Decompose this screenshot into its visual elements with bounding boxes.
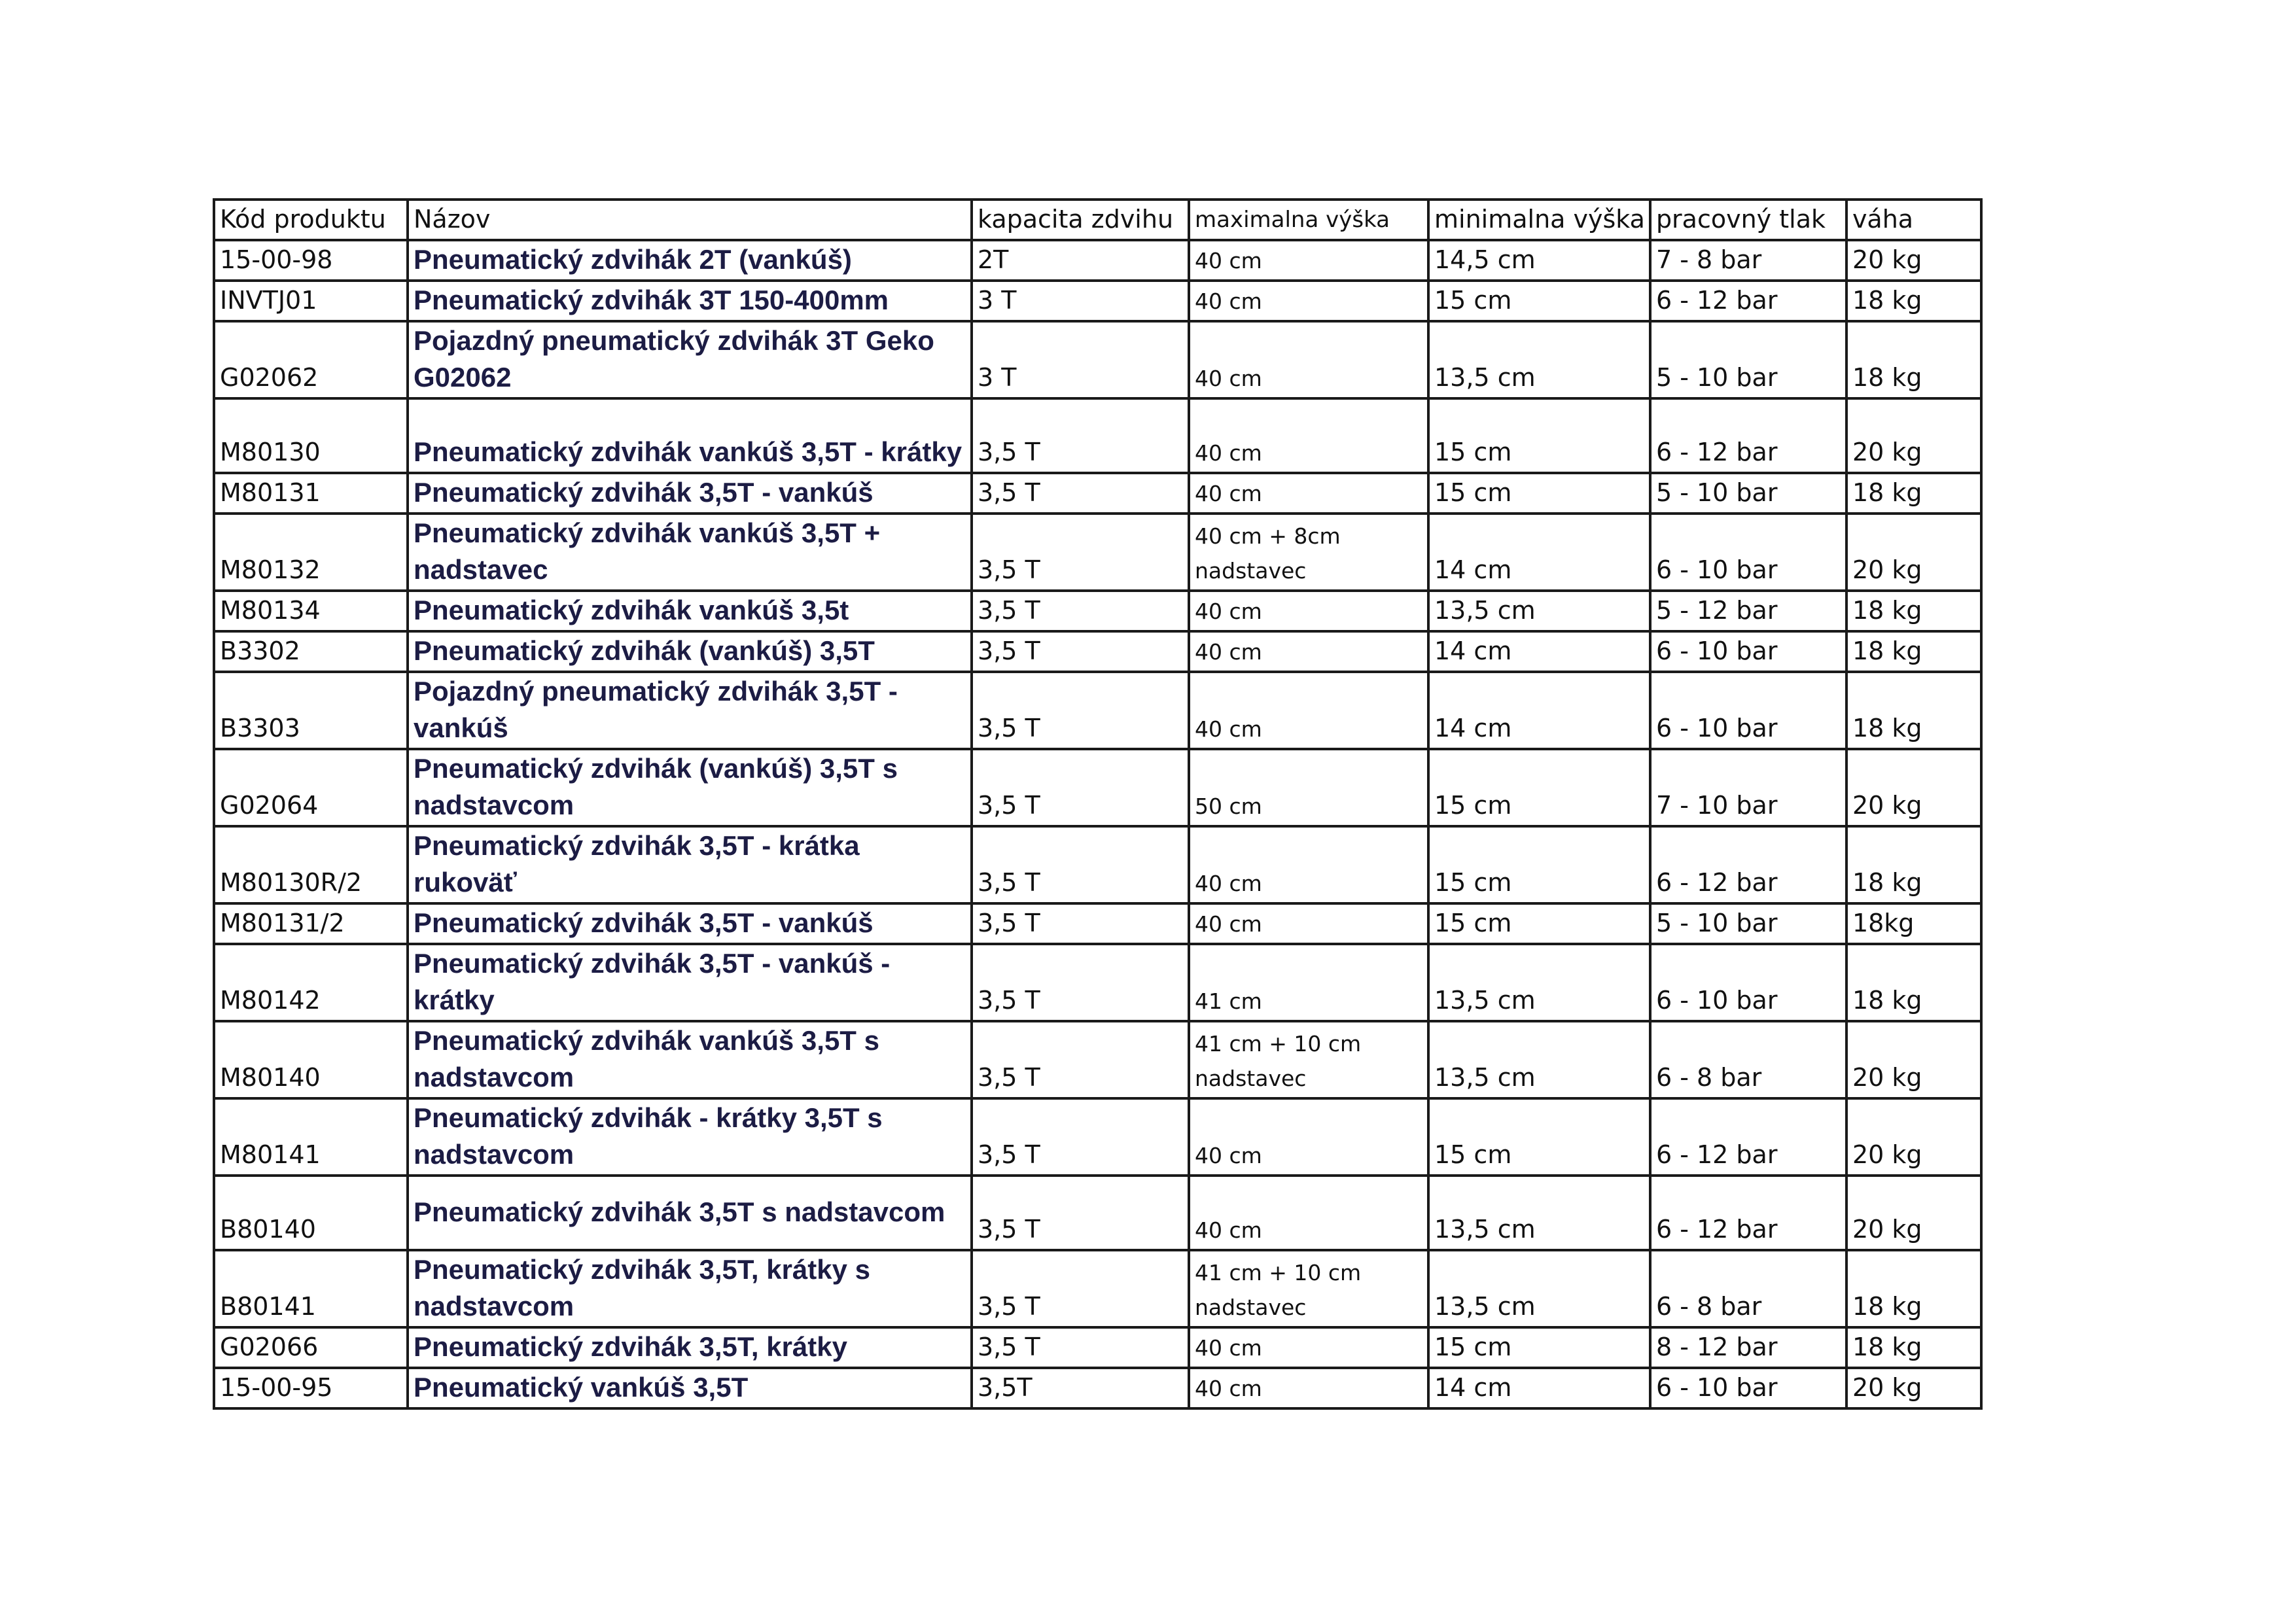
table-row [214,321,1981,398]
cell-weight: 18 kg [1846,591,1981,631]
cell-pressure: 6 - 10 bar [1650,1368,1846,1408]
cell-max-height: 41 cm + 10 cm nadstavec [1189,1250,1428,1327]
cell-name: Pneumatický zdvihák 3,5T, krátky s nadstavcom [408,1250,972,1327]
product-table [213,198,1983,1410]
cell-weight: 18 kg [1846,631,1981,672]
cell-capacity: 3,5 T [972,749,1189,826]
cell-min-height: 13,5 cm [1428,321,1650,398]
cell-name: Pojazdný pneumatický zdvihák 3,5T - vankúš [408,672,972,749]
cell-capacity: 3,5 T [972,1327,1189,1368]
header-name: Názov [408,200,972,240]
cell-capacity: 3,5 T [972,398,1189,473]
cell-name: Pneumatický zdvihák (vankúš) 3,5T [408,631,972,672]
cell-code: B3302 [214,631,408,672]
header-max-height: maximalna výška [1189,200,1428,240]
header-code: Kód produktu [214,200,408,240]
cell-min-height: 13,5 cm [1428,1250,1650,1327]
cell-capacity: 3,5 T [972,944,1189,1021]
cell-code: G02066 [214,1327,408,1368]
cell-capacity: 3,5T [972,1368,1189,1408]
table-row [214,1368,1981,1408]
cell-pressure: 6 - 10 bar [1650,672,1846,749]
cell-max-height: 40 cm [1189,826,1428,903]
cell-code: M80142 [214,944,408,1021]
cell-weight: 18 kg [1846,321,1981,398]
cell-name: Pneumatický zdvihák vankúš 3,5T + nadstavec [408,514,972,591]
cell-capacity: 2T [972,240,1189,281]
cell-code: M80130R/2 [214,826,408,903]
cell-max-height: 40 cm [1189,591,1428,631]
cell-min-height: 15 cm [1428,1098,1650,1176]
cell-pressure: 6 - 8 bar [1650,1250,1846,1327]
cell-pressure: 7 - 10 bar [1650,749,1846,826]
cell-pressure: 8 - 12 bar [1650,1327,1846,1368]
cell-weight: 20 kg [1846,514,1981,591]
cell-weight: 18 kg [1846,281,1981,321]
header-row [214,200,1981,240]
cell-max-height: 40 cm [1189,1176,1428,1250]
table-row [214,1021,1981,1098]
cell-name: Pneumatický zdvihák 2T (vankúš) [408,240,972,281]
cell-weight: 18 kg [1846,672,1981,749]
cell-code: M80140 [214,1021,408,1098]
cell-min-height: 15 cm [1428,1327,1650,1368]
cell-pressure: 6 - 10 bar [1650,631,1846,672]
cell-code: M80131/2 [214,903,408,944]
cell-capacity: 3,5 T [972,672,1189,749]
cell-max-height: 40 cm [1189,1098,1428,1176]
cell-pressure: 6 - 12 bar [1650,1176,1846,1250]
cell-code: M80132 [214,514,408,591]
cell-name: Pneumatický zdvihák (vankúš) 3,5T s nadstavcom [408,749,972,826]
cell-weight: 18 kg [1846,473,1981,514]
cell-weight: 20 kg [1846,1176,1981,1250]
cell-name: Pneumatický zdvihák 3T 150-400mm [408,281,972,321]
cell-pressure: 6 - 10 bar [1650,514,1846,591]
cell-pressure: 5 - 10 bar [1650,473,1846,514]
cell-max-height: 40 cm [1189,1327,1428,1368]
cell-weight: 20 kg [1846,1021,1981,1098]
cell-code: G02064 [214,749,408,826]
cell-max-height: 41 cm + 10 cm nadstavec [1189,1021,1428,1098]
cell-code: B80141 [214,1250,408,1327]
cell-name: Pojazdný pneumatický zdvihák 3T Geko G02062 [408,321,972,398]
cell-min-height: 14 cm [1428,1368,1650,1408]
cell-min-height: 15 cm [1428,473,1650,514]
cell-pressure: 6 - 8 bar [1650,1021,1846,1098]
cell-pressure: 5 - 10 bar [1650,321,1846,398]
header-min-height: minimalna výška [1428,200,1650,240]
table-row [214,1250,1981,1327]
cell-capacity: 3,5 T [972,473,1189,514]
cell-min-height: 13,5 cm [1428,944,1650,1021]
cell-weight: 20 kg [1846,749,1981,826]
cell-name: Pneumatický zdvihák 3,5T - vankúš [408,903,972,944]
cell-pressure: 6 - 12 bar [1650,826,1846,903]
cell-capacity: 3,5 T [972,1250,1189,1327]
header-pressure: pracovný tlak [1650,200,1846,240]
cell-name: Pneumatický zdvihák vankúš 3,5T s nadstavcom [408,1021,972,1098]
cell-capacity: 3 T [972,281,1189,321]
cell-weight: 20 kg [1846,398,1981,473]
cell-min-height: 15 cm [1428,398,1650,473]
table-row [214,473,1981,514]
table-row [214,826,1981,903]
cell-weight: 18 kg [1846,1250,1981,1327]
table-row [214,240,1981,281]
cell-pressure: 7 - 8 bar [1650,240,1846,281]
cell-max-height: 40 cm [1189,240,1428,281]
table-row [214,1098,1981,1176]
table-row [214,749,1981,826]
cell-capacity: 3,5 T [972,1021,1189,1098]
header-capacity: kapacita zdvihu [972,200,1189,240]
cell-max-height: 40 cm [1189,281,1428,321]
cell-max-height: 40 cm [1189,631,1428,672]
cell-code: 15-00-95 [214,1368,408,1408]
cell-min-height: 13,5 cm [1428,1021,1650,1098]
table-row [214,514,1981,591]
cell-code: G02062 [214,321,408,398]
cell-min-height: 14 cm [1428,631,1650,672]
cell-min-height: 15 cm [1428,749,1650,826]
cell-capacity: 3,5 T [972,826,1189,903]
cell-min-height: 14 cm [1428,514,1650,591]
table-row [214,398,1981,473]
cell-pressure: 5 - 12 bar [1650,591,1846,631]
cell-max-height: 40 cm [1189,903,1428,944]
cell-min-height: 13,5 cm [1428,1176,1650,1250]
cell-min-height: 14,5 cm [1428,240,1650,281]
header-weight: váha [1846,200,1981,240]
cell-code: INVTJ01 [214,281,408,321]
cell-max-height: 40 cm [1189,473,1428,514]
cell-max-height: 40 cm [1189,1368,1428,1408]
cell-max-height: 41 cm [1189,944,1428,1021]
cell-code: B80140 [214,1176,408,1250]
cell-name: Pneumatický zdvihák 3,5T - krátka rukoväť [408,826,972,903]
cell-pressure: 6 - 12 bar [1650,398,1846,473]
cell-name: Pneumatický zdvihák vankúš 3,5t [408,591,972,631]
cell-weight: 20 kg [1846,240,1981,281]
cell-min-height: 15 cm [1428,903,1650,944]
cell-name: Pneumatický zdvihák 3,5T - vankúš - krátky [408,944,972,1021]
table-row [214,944,1981,1021]
table-row [214,903,1981,944]
cell-pressure: 5 - 10 bar [1650,903,1846,944]
table-row [214,1327,1981,1368]
table-row [214,631,1981,672]
cell-capacity: 3,5 T [972,1176,1189,1250]
cell-capacity: 3,5 T [972,903,1189,944]
cell-max-height: 40 cm + 8cm nadstavec [1189,514,1428,591]
cell-weight: 18 kg [1846,826,1981,903]
cell-capacity: 3,5 T [972,1098,1189,1176]
cell-weight: 18kg [1846,903,1981,944]
cell-weight: 20 kg [1846,1368,1981,1408]
cell-capacity: 3 T [972,321,1189,398]
cell-name: Pneumatický zdvihák 3,5T s nadstavcom [408,1176,972,1250]
cell-capacity: 3,5 T [972,631,1189,672]
cell-code: M80131 [214,473,408,514]
cell-weight: 18 kg [1846,944,1981,1021]
cell-code: M80141 [214,1098,408,1176]
cell-max-height: 50 cm [1189,749,1428,826]
cell-code: M80130 [214,398,408,473]
cell-capacity: 3,5 T [972,514,1189,591]
cell-max-height: 40 cm [1189,672,1428,749]
cell-name: Pneumatický vankúš 3,5T [408,1368,972,1408]
cell-pressure: 6 - 12 bar [1650,281,1846,321]
cell-name: Pneumatický zdvihák 3,5T - vankúš [408,473,972,514]
cell-name: Pneumatický zdvihák vankúš 3,5T - krátky [408,398,972,473]
cell-weight: 20 kg [1846,1098,1981,1176]
table-row [214,672,1981,749]
cell-pressure: 6 - 10 bar [1650,944,1846,1021]
table-row [214,591,1981,631]
table-row [214,1176,1981,1250]
table-row [214,281,1981,321]
cell-code: 15-00-98 [214,240,408,281]
cell-min-height: 13,5 cm [1428,591,1650,631]
table-body [214,200,1981,1408]
cell-name: Pneumatický zdvihák - krátky 3,5T s nadstavcom [408,1098,972,1176]
cell-code: B3303 [214,672,408,749]
cell-min-height: 15 cm [1428,281,1650,321]
cell-max-height: 40 cm [1189,321,1428,398]
cell-capacity: 3,5 T [972,591,1189,631]
cell-min-height: 14 cm [1428,672,1650,749]
cell-min-height: 15 cm [1428,826,1650,903]
cell-weight: 18 kg [1846,1327,1981,1368]
cell-name: Pneumatický zdvihák 3,5T, krátky [408,1327,972,1368]
cell-pressure: 6 - 12 bar [1650,1098,1846,1176]
cell-max-height: 40 cm [1189,398,1428,473]
cell-code: M80134 [214,591,408,631]
